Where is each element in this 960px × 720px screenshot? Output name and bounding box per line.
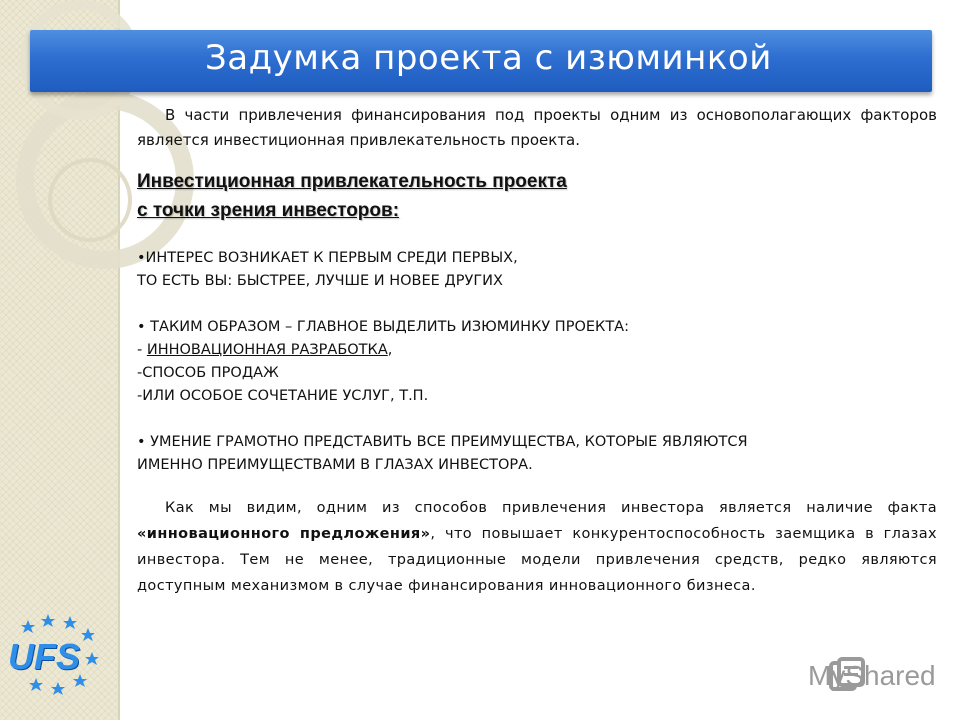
slide-title: Задумка проекта с изюминкой bbox=[205, 38, 772, 78]
innovation-development-text: ИННОВАЦИОННАЯ РАЗРАБОТКА bbox=[146, 342, 388, 358]
bullet-3-line-2: ИМЕННО ПРЕИМУЩЕСТВАМИ В ГЛАЗАХ ИНВЕСТОРА. bbox=[137, 457, 533, 473]
bullet-3-line-1: • УМЕНИЕ ГРАМОТНО ПРЕДСТАВИТЬ ВСЕ ПРЕИМУЩЕСТВА, КОТОРЫЕ ЯВЛЯЮТСЯ bbox=[137, 434, 748, 450]
conclusion-part-2: , что повышает конкурентоспособность заемщика в глазах инвестора. Тем не менее, традиционные модели привлечения средств, редко являются доступным механизмом в случае финансирования инновационного бизнеса. bbox=[137, 526, 937, 594]
bullet-2-item-2: -СПОСОБ ПРОДАЖ bbox=[137, 365, 279, 381]
slide-content bbox=[137, 103, 937, 599]
conclusion-bold: «инновационного предложения» bbox=[137, 526, 431, 542]
intro-paragraph: В части привлечения финансирования под проекты одним из основополагающих факторов является инвестиционная привлекательность проекта. bbox=[137, 106, 937, 149]
conclusion-part-1: Как мы видим, одним из способов привлечения инвестора является наличие факта bbox=[165, 500, 937, 516]
bullet-1-line-1: •ИНТЕРЕС ВОЗНИКАЕТ К ПЕРВЫМ СРЕДИ ПЕРВЫХ, bbox=[137, 250, 518, 266]
bullet-2-line-1: • ТАКИМ ОБРАЗОМ – ГЛАВНОЕ ВЫДЕЛИТЬ ИЗЮМИНКУ ПРОЕКТА: bbox=[137, 319, 629, 335]
section-heading-line2: с точки зрения инвесторов: bbox=[137, 200, 400, 221]
bullet-2-item-1 bbox=[137, 339, 937, 362]
bullet-1-line-2: ТО ЕСТЬ ВЫ: БЫСТРЕЕ, ЛУЧШЕ И НОВЕЕ ДРУГИХ bbox=[137, 273, 503, 289]
bullet-2-item-1-suffix: , bbox=[387, 342, 393, 358]
bullet-2-item-3: -ИЛИ ОСОБОЕ СОЧЕТАНИЕ УСЛУГ, Т.П. bbox=[137, 388, 429, 404]
myshared-watermark: MyShared bbox=[808, 660, 936, 691]
bullet-2-item-1-prefix: - bbox=[137, 342, 147, 358]
conclusion-paragraph bbox=[137, 495, 937, 599]
section-heading-line1: Инвестиционная привлекательность проекта bbox=[137, 171, 567, 192]
ufs-logo: UFS bbox=[8, 636, 80, 677]
